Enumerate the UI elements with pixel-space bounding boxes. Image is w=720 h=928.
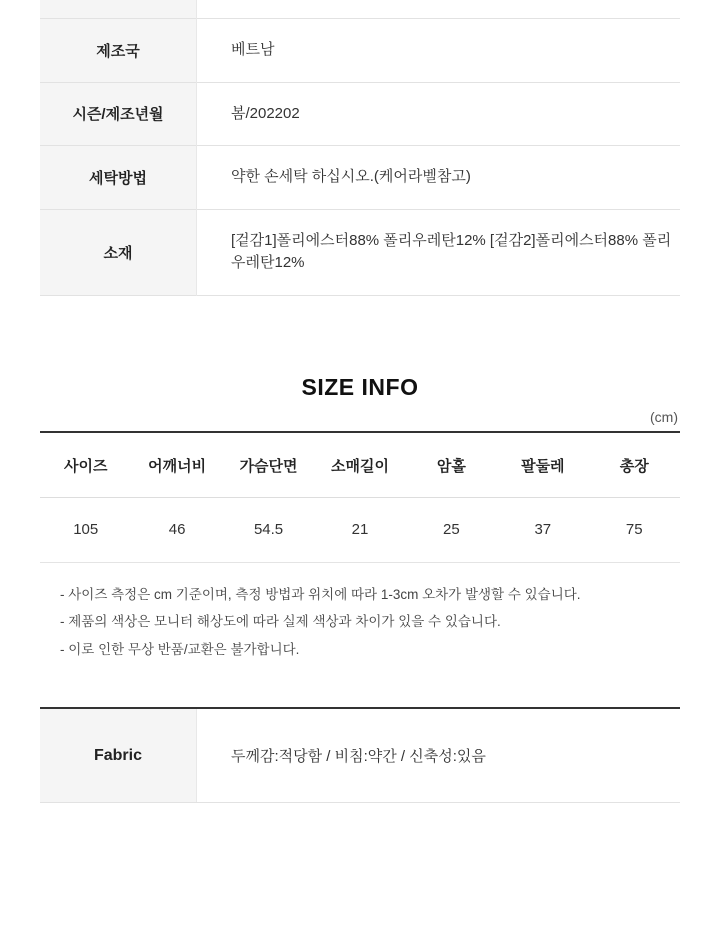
size-cell: 25 (406, 497, 497, 562)
fabric-section (40, 707, 680, 803)
size-column-header: 총장 (589, 432, 680, 498)
info-value: 봄/202202 (197, 82, 681, 146)
product-info-body (40, 0, 680, 295)
size-cell: 21 (314, 497, 405, 562)
size-column-header: 가슴단면 (223, 432, 314, 498)
size-column-header: 사이즈 (40, 432, 131, 498)
fabric-table-body (40, 708, 680, 803)
info-label: 제조국 (40, 19, 197, 83)
size-table-body (40, 497, 680, 562)
table-row (40, 708, 680, 803)
info-value (197, 0, 681, 19)
size-column-header: 암홀 (406, 432, 497, 498)
table-row (40, 209, 680, 295)
size-cell: 54.5 (223, 497, 314, 562)
fabric-table (40, 707, 680, 803)
size-column-header: 팔둘레 (497, 432, 588, 498)
table-row (40, 146, 680, 210)
table-row (40, 0, 680, 19)
size-note: - 제품의 색상은 모니터 해상도에 따라 실제 색상과 차이가 있을 수 있습니다. (60, 614, 501, 630)
size-column-header: 소매길이 (314, 432, 405, 498)
size-cell: 105 (40, 497, 131, 562)
table-row (40, 82, 680, 146)
size-table-head (40, 432, 680, 498)
size-unit-label: (cm) (650, 408, 678, 425)
size-note: - 사이즈 측정은 cm 기준이며, 측정 방법과 위치에 따라 1-3cm 오차가 발생할 수 있습니다. (60, 586, 581, 602)
size-cell: 46 (131, 497, 222, 562)
size-table (40, 431, 680, 563)
info-value: 베트남 (197, 19, 681, 83)
size-cell: 37 (497, 497, 588, 562)
info-value: 약한 손세탁 하십시오.(케어라벨참고) (197, 146, 681, 210)
product-info-table (40, 0, 680, 296)
fabric-label: Fabric (40, 708, 197, 803)
table-row (40, 19, 680, 83)
info-label: 세탁방법 (40, 146, 197, 210)
table-row (40, 497, 680, 562)
table-header-row (40, 432, 680, 498)
size-info-section (40, 296, 680, 660)
info-value: [겉감1]폴리에스터88% 폴리우레탄12% [겉감2]폴리에스터88% 폴리우레탄12% (197, 209, 681, 295)
size-column-header: 어깨너비 (131, 432, 222, 498)
info-label: 소재 (40, 209, 197, 295)
fabric-value: 두께감:적당함 / 비침:약간 / 신축성:있음 (197, 708, 681, 803)
size-info-title: SIZE INFO (301, 373, 419, 400)
info-label (40, 0, 197, 19)
info-label: 시즌/제조년월 (40, 82, 197, 146)
size-note: - 이로 인한 무상 반품/교환은 불가합니다. (60, 641, 300, 657)
size-notes (40, 585, 680, 660)
size-cell: 75 (589, 497, 680, 562)
